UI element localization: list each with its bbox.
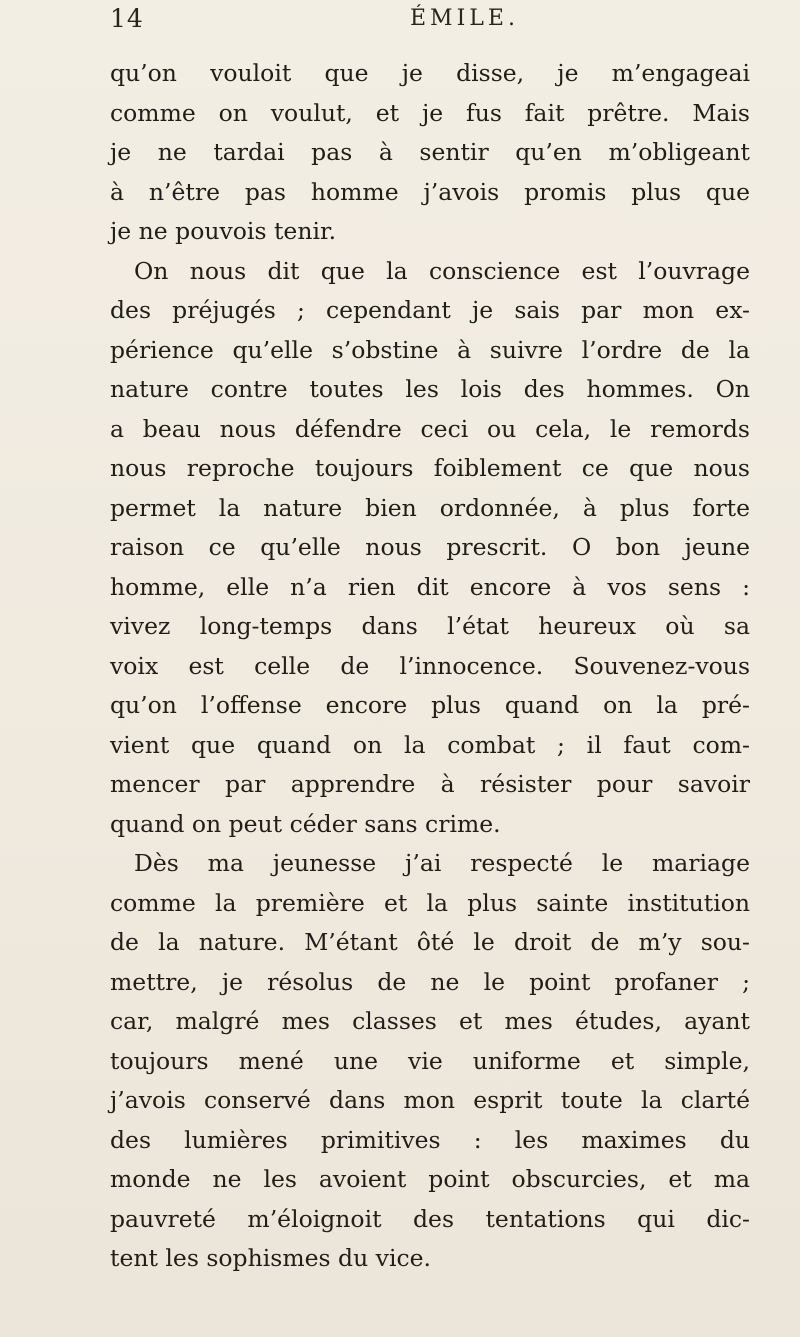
body-text [110, 54, 750, 1279]
text-line: à n’être pas homme j’avois promis plus que [110, 177, 750, 206]
text-line: j’avois conservé dans mon esprit toute la clarté [110, 1086, 750, 1114]
text-line: pauvreté m’éloignoit des tentations qui dic- [110, 1204, 750, 1233]
paragraph-2 [110, 252, 750, 845]
text-line: On nous dit que la conscience est l’ouvrage [134, 256, 750, 285]
text-line: je ne pouvois tenir. [110, 217, 337, 245]
paragraph-1 [110, 54, 750, 252]
text-line: comme la première et la plus sainte institution [110, 888, 750, 917]
text-line: comme on voulut, et je fus fait prêtre. Mais [110, 98, 750, 127]
text-line: Dès ma jeunesse j’ai respecté le mariage [134, 849, 750, 877]
text-line: des préjugés ; cependant je sais par mon ex- [110, 296, 750, 324]
text-line: des lumières primitives : les maximes du [110, 1125, 750, 1154]
text-line: je ne tardai pas à sentir qu’en m’obligeant [110, 138, 750, 166]
text-line: monde ne les avoient point obscurcies, et ma [110, 1165, 750, 1193]
text-line: car, malgré mes classes et mes études, ayant [110, 1007, 750, 1035]
text-line: vivez long-temps dans l’état heureux où sa [110, 612, 750, 640]
text-line: raison ce qu’elle nous prescrit. O bon jeune [110, 533, 750, 561]
text-line: mencer par apprendre à résister pour savoir [110, 770, 750, 798]
text-line: tent les sophismes du vice. [110, 1244, 432, 1272]
text-line: qu’on vouloit que je disse, je m’engageai [110, 59, 750, 87]
text-line: toujours mené une vie uniforme et simple, [110, 1046, 750, 1075]
text-line: vient que quand on la combat ; il faut com- [110, 730, 750, 759]
page-number: 14 [110, 4, 144, 33]
running-title: ÉMILE. [410, 6, 519, 31]
text-line: nature contre toutes les lois des hommes. On [110, 375, 750, 403]
text-line: mettre, je résolus de ne le point profaner ; [110, 967, 750, 996]
text-line: permet la nature bien ordonnée, à plus forte [110, 493, 750, 522]
text-line: quand on peut céder sans crime. [110, 809, 501, 838]
running-head [110, 4, 750, 44]
text-line: qu’on l’offense encore plus quand on la pré- [110, 691, 750, 719]
text-line: nous reproche toujours foiblement ce que nous [110, 454, 750, 482]
text-line: périence qu’elle s’obstine à suivre l’ordre de la [110, 335, 750, 364]
text-line: a beau nous défendre ceci ou cela, le remords [110, 414, 750, 443]
text-line: de la nature. M’étant ôté le droit de m’y sou- [110, 928, 750, 956]
text-line: voix est celle de l’innocence. Souvenez-vous [110, 651, 750, 680]
paragraph-3 [110, 844, 750, 1279]
text-line: homme, elle n’a rien dit encore à vos sens : [110, 572, 750, 601]
